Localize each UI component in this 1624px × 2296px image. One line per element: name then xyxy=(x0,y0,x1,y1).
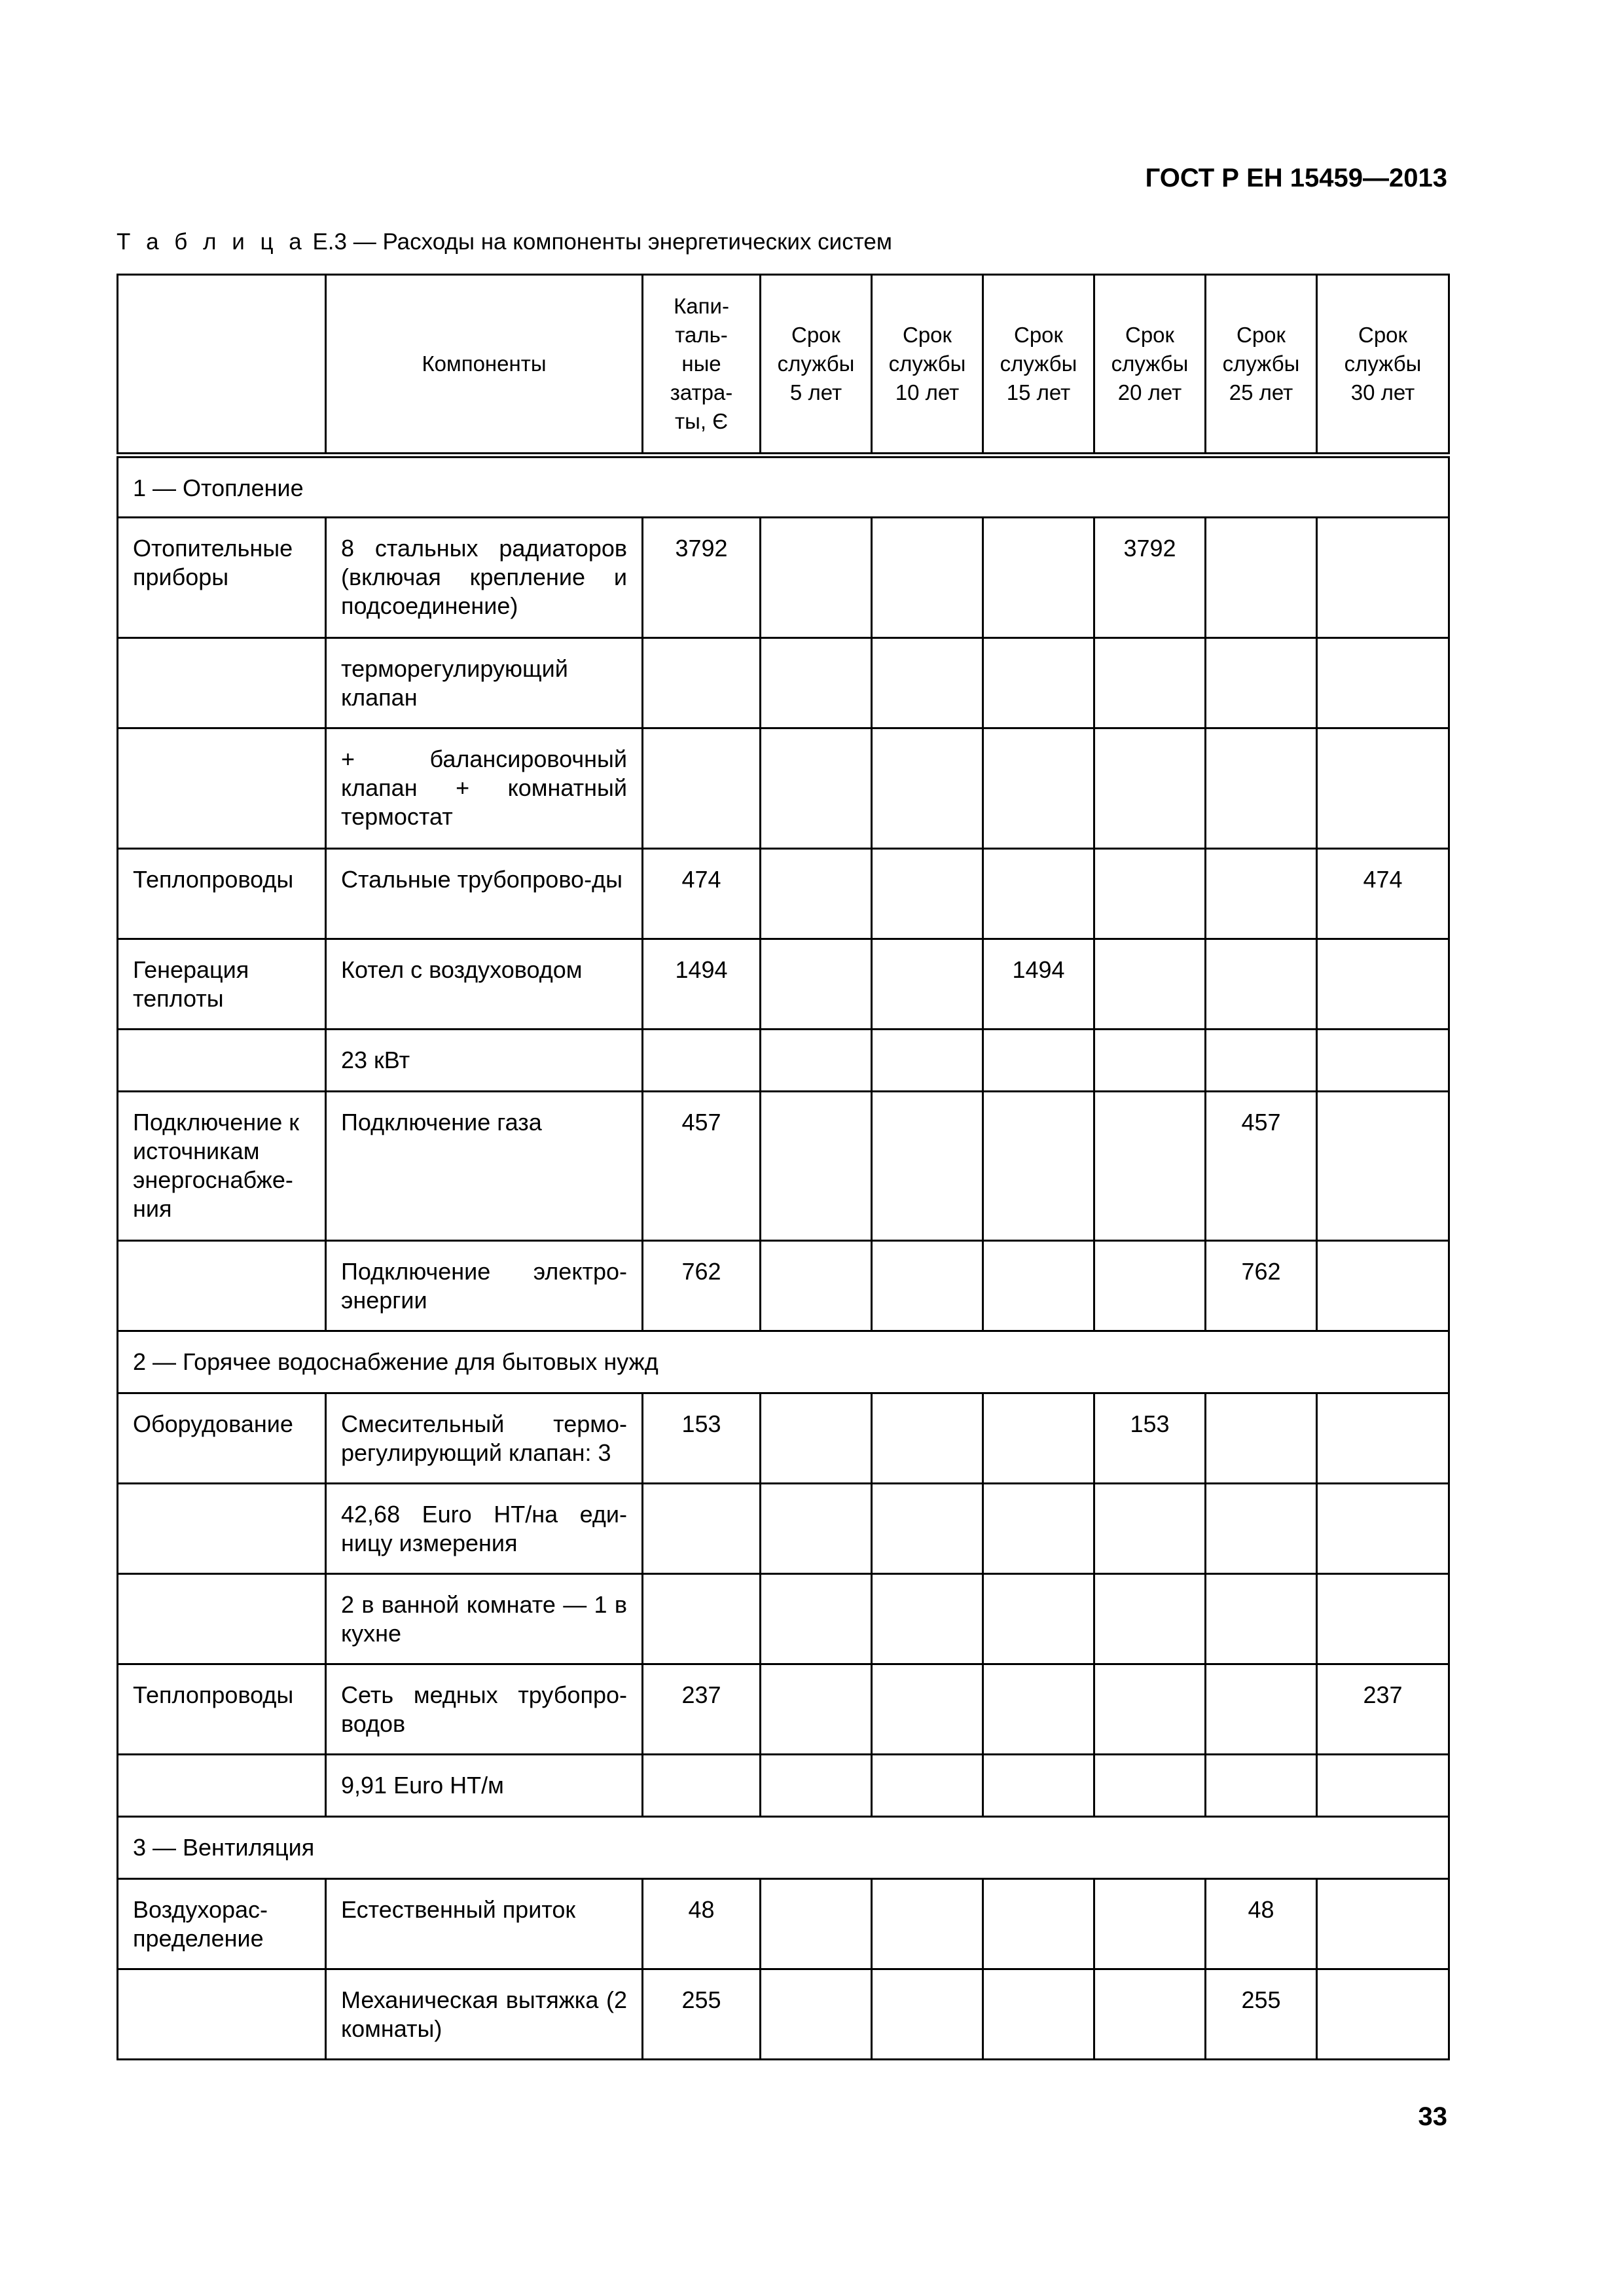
cell-category xyxy=(118,1241,326,1331)
section-row xyxy=(118,1331,1449,1393)
header-life-15: Срок службы 15 лет xyxy=(983,275,1094,456)
cell-life-15 xyxy=(983,1574,1094,1664)
cell-life-5 xyxy=(761,849,872,939)
cell-category: Теплопроводы xyxy=(118,1664,326,1755)
table-row xyxy=(118,1755,1449,1817)
cell-life-30 xyxy=(1317,518,1449,638)
cell-life-25: 48 xyxy=(1206,1879,1317,1969)
cell-life-20 xyxy=(1094,1484,1206,1574)
cell-component: Подключение газа xyxy=(326,1092,643,1241)
cell-life-15 xyxy=(983,1241,1094,1331)
cell-category xyxy=(118,1574,326,1664)
cell-life-20 xyxy=(1094,1574,1206,1664)
cell-life-25 xyxy=(1206,638,1317,728)
cell-component: 9,91 Euro HT/м xyxy=(326,1755,643,1817)
table-caption xyxy=(117,229,892,255)
costs-table xyxy=(117,274,1450,2060)
cell-life-25: 457 xyxy=(1206,1092,1317,1241)
cell-life-10 xyxy=(872,728,983,849)
cell-component: Котел с воздуховодом xyxy=(326,939,643,1030)
cell-category xyxy=(118,1969,326,2060)
cell-component: 2 в ванной комнате — 1 в кухне xyxy=(326,1574,643,1664)
cell-life-20 xyxy=(1094,849,1206,939)
cell-life-10 xyxy=(872,518,983,638)
table-row xyxy=(118,1969,1449,2060)
section-row xyxy=(118,456,1449,518)
cell-life-10 xyxy=(872,1241,983,1331)
cell-life-5 xyxy=(761,1969,872,2060)
cell-life-20 xyxy=(1094,1092,1206,1241)
cell-life-10 xyxy=(872,849,983,939)
table-row xyxy=(118,849,1449,939)
cell-life-5 xyxy=(761,1393,872,1484)
cell-life-15 xyxy=(983,1393,1094,1484)
header-empty xyxy=(118,275,326,456)
cell-component: Стальные трубопрово-ды xyxy=(326,849,643,939)
table-row xyxy=(118,638,1449,728)
cell-life-25 xyxy=(1206,1664,1317,1755)
cell-life-5 xyxy=(761,728,872,849)
cell-life-30 xyxy=(1317,1574,1449,1664)
cell-life-15 xyxy=(983,1879,1094,1969)
section-title: 3 — Вентиляция xyxy=(118,1817,1449,1879)
cell-category xyxy=(118,1755,326,1817)
table-body xyxy=(118,456,1449,2060)
cell-life-15 xyxy=(983,1030,1094,1092)
cell-life-20: 153 xyxy=(1094,1393,1206,1484)
cell-category xyxy=(118,1030,326,1092)
cell-life-10 xyxy=(872,1574,983,1664)
cell-capital-cost: 1494 xyxy=(643,939,761,1030)
table-row xyxy=(118,1574,1449,1664)
cell-life-30 xyxy=(1317,1484,1449,1574)
section-title: 2 — Горячее водоснабжение для бытовых нужд xyxy=(118,1331,1449,1393)
cell-life-5 xyxy=(761,1484,872,1574)
cell-life-10 xyxy=(872,1393,983,1484)
cell-life-20 xyxy=(1094,638,1206,728)
cell-life-10 xyxy=(872,1969,983,2060)
table-caption-label: Т а б л и ц а xyxy=(117,229,306,255)
cell-life-15 xyxy=(983,518,1094,638)
cell-category xyxy=(118,638,326,728)
header-capital-costs: Капи- таль- ные затра- ты, Є xyxy=(643,275,761,456)
cell-life-25: 762 xyxy=(1206,1241,1317,1331)
cell-life-10 xyxy=(872,1030,983,1092)
table-caption-text: Е.3 — Расходы на компоненты энергетических систем xyxy=(306,229,892,255)
cell-life-5 xyxy=(761,1092,872,1241)
document-code: ГОСТ Р ЕН 15459—2013 xyxy=(1145,164,1447,192)
cell-life-20 xyxy=(1094,1879,1206,1969)
cell-life-25 xyxy=(1206,1030,1317,1092)
cell-category: Отопительные приборы xyxy=(118,518,326,638)
cell-life-15 xyxy=(983,849,1094,939)
cell-component: 23 кВт xyxy=(326,1030,643,1092)
cell-life-15 xyxy=(983,638,1094,728)
cell-category: Генерация теплоты xyxy=(118,939,326,1030)
table-row xyxy=(118,1092,1449,1241)
header-life-25: Срок службы 25 лет xyxy=(1206,275,1317,456)
cell-life-20 xyxy=(1094,939,1206,1030)
section-title: 1 — Отопление xyxy=(118,456,1449,518)
cell-life-30 xyxy=(1317,939,1449,1030)
cell-life-25 xyxy=(1206,1755,1317,1817)
cell-component: + балансировочный клапан + комнатный термостат xyxy=(326,728,643,849)
cell-life-15 xyxy=(983,1092,1094,1241)
cell-life-20 xyxy=(1094,1969,1206,2060)
cell-life-10 xyxy=(872,1092,983,1241)
cell-life-30 xyxy=(1317,1755,1449,1817)
cell-life-15 xyxy=(983,1664,1094,1755)
cell-component: терморегулирующий клапан xyxy=(326,638,643,728)
cell-life-5 xyxy=(761,1241,872,1331)
cell-life-25 xyxy=(1206,1574,1317,1664)
cell-component: Сеть медных трубопро-водов xyxy=(326,1664,643,1755)
cell-life-30: 474 xyxy=(1317,849,1449,939)
cell-capital-cost xyxy=(643,1574,761,1664)
cell-capital-cost xyxy=(643,1755,761,1817)
cell-capital-cost: 457 xyxy=(643,1092,761,1241)
cell-life-20 xyxy=(1094,728,1206,849)
cell-capital-cost: 237 xyxy=(643,1664,761,1755)
cell-component: 42,68 Euro HT/на еди-ницу измерения xyxy=(326,1484,643,1574)
cell-category xyxy=(118,1484,326,1574)
table-row xyxy=(118,1241,1449,1331)
cell-life-30 xyxy=(1317,1092,1449,1241)
cell-life-20 xyxy=(1094,1664,1206,1755)
table-row xyxy=(118,518,1449,638)
cell-life-5 xyxy=(761,1755,872,1817)
cell-life-10 xyxy=(872,1879,983,1969)
cell-capital-cost: 762 xyxy=(643,1241,761,1331)
cell-component: Естественный приток xyxy=(326,1879,643,1969)
header-components: Компоненты xyxy=(326,275,643,456)
header-life-20: Срок службы 20 лет xyxy=(1094,275,1206,456)
cell-life-30 xyxy=(1317,1030,1449,1092)
header-life-5: Срок службы 5 лет xyxy=(761,275,872,456)
cell-life-20: 3792 xyxy=(1094,518,1206,638)
cell-capital-cost xyxy=(643,728,761,849)
cell-category: Подключение к источникам энергоснабже-ния xyxy=(118,1092,326,1241)
cell-life-5 xyxy=(761,518,872,638)
cell-capital-cost: 153 xyxy=(643,1393,761,1484)
cell-life-30: 237 xyxy=(1317,1664,1449,1755)
table-row xyxy=(118,1664,1449,1755)
cell-life-25 xyxy=(1206,728,1317,849)
cell-life-30 xyxy=(1317,1241,1449,1331)
cell-life-20 xyxy=(1094,1241,1206,1331)
cell-capital-cost: 48 xyxy=(643,1879,761,1969)
cell-life-10 xyxy=(872,1484,983,1574)
cell-life-5 xyxy=(761,1664,872,1755)
table-row xyxy=(118,1393,1449,1484)
cell-category: Воздухорас-пределение xyxy=(118,1879,326,1969)
cell-life-10 xyxy=(872,1664,983,1755)
table-header-row xyxy=(118,275,1449,456)
cell-capital-cost xyxy=(643,1484,761,1574)
cell-life-15 xyxy=(983,728,1094,849)
cell-capital-cost xyxy=(643,1030,761,1092)
cell-component: Подключение электро-энергии xyxy=(326,1241,643,1331)
cell-life-25 xyxy=(1206,1484,1317,1574)
cell-life-5 xyxy=(761,1030,872,1092)
cell-capital-cost: 474 xyxy=(643,849,761,939)
cell-life-25 xyxy=(1206,939,1317,1030)
cell-category: Оборудование xyxy=(118,1393,326,1484)
cell-life-15 xyxy=(983,1969,1094,2060)
cell-life-5 xyxy=(761,1879,872,1969)
cell-life-15 xyxy=(983,1484,1094,1574)
cell-capital-cost: 3792 xyxy=(643,518,761,638)
cell-life-20 xyxy=(1094,1030,1206,1092)
cell-life-25 xyxy=(1206,849,1317,939)
cell-life-30 xyxy=(1317,1879,1449,1969)
cell-life-20 xyxy=(1094,1755,1206,1817)
page-number: 33 xyxy=(1418,2102,1447,2131)
cell-life-15: 1494 xyxy=(983,939,1094,1030)
table-row xyxy=(118,939,1449,1030)
cell-life-30 xyxy=(1317,1969,1449,2060)
cell-category xyxy=(118,728,326,849)
cell-life-5 xyxy=(761,638,872,728)
cell-category: Теплопроводы xyxy=(118,849,326,939)
header-life-30: Срок службы 30 лет xyxy=(1317,275,1449,456)
cell-component: Смесительный термо-регулирующий клапан: 3 xyxy=(326,1393,643,1484)
section-row xyxy=(118,1817,1449,1879)
cell-life-5 xyxy=(761,939,872,1030)
cell-component: Механическая вытяжка (2 комнаты) xyxy=(326,1969,643,2060)
cell-life-5 xyxy=(761,1574,872,1664)
cell-life-25 xyxy=(1206,1393,1317,1484)
header-life-10: Срок службы 10 лет xyxy=(872,275,983,456)
cell-life-30 xyxy=(1317,728,1449,849)
table-row xyxy=(118,1030,1449,1092)
cell-life-10 xyxy=(872,939,983,1030)
table-row xyxy=(118,1879,1449,1969)
cell-capital-cost xyxy=(643,638,761,728)
cell-life-30 xyxy=(1317,1393,1449,1484)
cell-life-30 xyxy=(1317,638,1449,728)
cell-life-25: 255 xyxy=(1206,1969,1317,2060)
cell-life-10 xyxy=(872,1755,983,1817)
cell-life-10 xyxy=(872,638,983,728)
cell-capital-cost: 255 xyxy=(643,1969,761,2060)
cell-component: 8 стальных радиаторов (включая крепление и подсоединение) xyxy=(326,518,643,638)
cell-life-25 xyxy=(1206,518,1317,638)
table-row xyxy=(118,1484,1449,1574)
table-row xyxy=(118,728,1449,849)
cell-life-15 xyxy=(983,1755,1094,1817)
